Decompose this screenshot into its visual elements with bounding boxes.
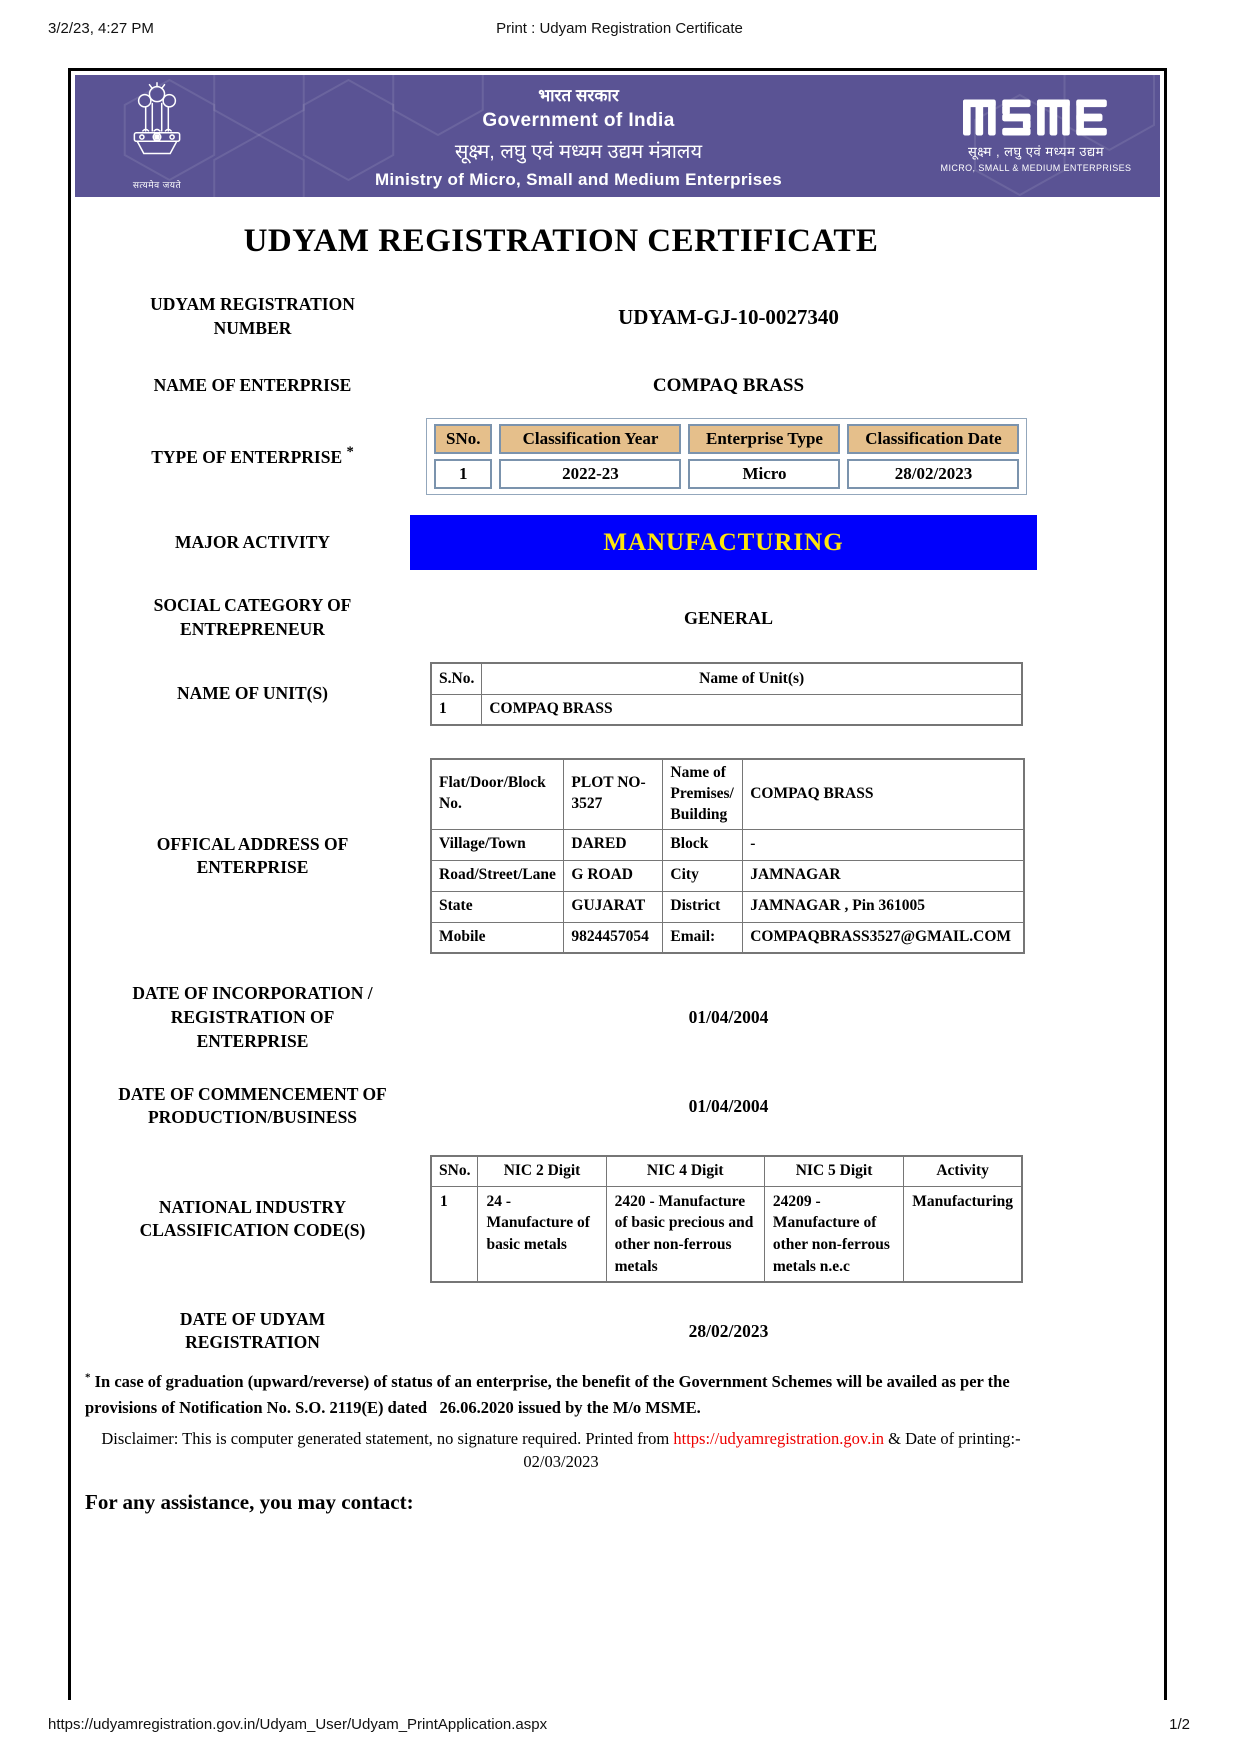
major-activity-value: MANUFACTURING <box>410 515 1037 570</box>
address-key: Flat/Door/Block No. <box>431 759 564 829</box>
units-data-row <box>431 694 1022 725</box>
registration-number-label: UDYAM REGISTRATION NUMBER <box>150 294 355 338</box>
udyam-registration-date-label: DATE OF UDYAM REGISTRATION <box>179 1308 326 1353</box>
nic-data-row <box>431 1186 1022 1282</box>
certificate-title: UDYAM REGISTRATION CERTIFICATE <box>243 223 879 259</box>
msme-tagline-english: MICRO, SMALL & MEDIUM ENTERPRISES <box>940 163 1132 173</box>
social-category-value: GENERAL <box>683 607 773 628</box>
nic-codes-label: NATIONAL INDUSTRY CLASSIFICATION CODE(S) <box>139 1196 366 1241</box>
classification-table <box>426 418 1027 495</box>
ministry-title-english: Ministry of Micro, Small and Medium Enterprises <box>374 169 783 189</box>
certificate-page <box>68 68 1167 1700</box>
national-emblem <box>75 81 225 191</box>
units-header-sno: S.No. <box>431 663 482 694</box>
address-key: State <box>431 891 564 922</box>
nic-4digit: 2420 - Manufacture of basic precious and other non-ferrous metals <box>606 1186 764 1282</box>
field-row-udyam-registration-date <box>85 1305 1037 1357</box>
address-key: Village/Town <box>431 829 564 860</box>
commencement-date-label: DATE OF COMMENCEMENT OF PRODUCTION/BUSINESS <box>118 1083 387 1128</box>
units-table <box>430 662 1023 726</box>
address-key: Email: <box>663 922 743 953</box>
incorporation-date-label: DATE OF INCORPORATION / REGISTRATION OF ENTERPRISE <box>132 983 373 1051</box>
nic-5digit: 24209 - Manufacture of other non-ferrous metals n.e.c <box>764 1186 903 1282</box>
address-key: City <box>663 860 743 891</box>
enterprise-name-label: NAME OF ENTERPRISE <box>153 375 352 396</box>
classification-type: Micro <box>688 459 840 489</box>
address-key: Block <box>663 829 743 860</box>
udyam-registration-link[interactable]: https://udyamregistration.gov.in <box>673 1428 885 1448</box>
assistance-heading: For any assistance, you may contact: <box>85 1490 414 1515</box>
nic-header-5digit: NIC 5 Digit <box>764 1156 903 1186</box>
address-value: PLOT NO-3527 <box>564 759 663 829</box>
address-value: JAMNAGAR <box>743 860 1024 891</box>
nic-header-sno: SNo. <box>431 1156 478 1186</box>
address-value: GUJARAT <box>564 891 663 922</box>
field-row-nic-codes <box>85 1155 1037 1283</box>
address-key: District <box>663 891 743 922</box>
nic-sno: 1 <box>431 1186 478 1282</box>
address-row <box>431 891 1024 922</box>
footnote-asterisk: * <box>85 1371 91 1384</box>
disclaimer-text-after: & Date of printing:- 02/03/2023 <box>523 1428 1021 1472</box>
classification-date: 28/02/2023 <box>847 459 1019 489</box>
address-value: COMPAQ BRASS <box>743 759 1024 829</box>
classification-header-sno: SNo. <box>434 424 492 454</box>
address-value: DARED <box>564 829 663 860</box>
ministry-titles <box>225 83 932 190</box>
classification-header-type: Enterprise Type <box>688 424 840 454</box>
address-table <box>430 758 1025 954</box>
msme-wordmark-icon <box>932 99 1140 136</box>
enterprise-name-value: COMPAQ BRASS <box>652 375 805 396</box>
footnote-asterisk: * <box>346 444 354 461</box>
address-value: JAMNAGAR , Pin 361005 <box>743 891 1024 922</box>
graduation-footnote <box>85 1369 1037 1420</box>
ministry-banner <box>75 75 1160 197</box>
address-value: 9824457054 <box>564 922 663 953</box>
govt-title-hindi: भारत सरकार <box>538 85 619 105</box>
msme-tagline-hindi: सूक्ष्म , लघु एवं मध्यम उद्यम <box>968 144 1104 159</box>
address-label: OFFICAL ADDRESS OF ENTERPRISE <box>156 833 349 878</box>
incorporation-date-value: 01/04/2004 <box>688 1007 769 1028</box>
print-footer-url: https://udyamregistration.gov.in/Udyam_User/Udyam_PrintApplication.aspx <box>48 1716 548 1733</box>
major-activity-label: MAJOR ACTIVITY <box>174 531 331 552</box>
field-row-incorporation-date <box>85 982 1037 1053</box>
field-row-enterprise-name <box>85 356 1037 416</box>
units-label: NAME OF UNIT(S) <box>176 683 328 704</box>
classification-data-row <box>434 459 1019 489</box>
units-header-name: Name of Unit(s) <box>482 663 1022 694</box>
print-footer <box>48 1716 1190 1733</box>
address-key: Mobile <box>431 922 564 953</box>
msme-logo <box>932 99 1160 173</box>
ashoka-emblem-icon <box>124 81 190 177</box>
print-footer-page-number: 1/2 <box>1169 1716 1190 1733</box>
address-row <box>431 922 1024 953</box>
classification-year: 2022-23 <box>499 459 681 489</box>
social-category-label: SOCIAL CATEGORY OF ENTREPRENEUR <box>153 595 352 639</box>
field-row-major-activity <box>85 515 1037 570</box>
nic-activity: Manufacturing <box>904 1186 1022 1282</box>
address-value: - <box>743 829 1024 860</box>
print-title: Print : Udyam Registration Certificate <box>496 20 743 37</box>
emblem-motto: सत्यमेव जयते <box>132 180 182 190</box>
address-value: G ROAD <box>564 860 663 891</box>
govt-title-english: Government of India <box>482 109 675 131</box>
address-key: Road/Street/Lane <box>431 860 564 891</box>
disclaimer <box>85 1427 1037 1475</box>
address-row <box>431 759 1024 829</box>
field-row-address <box>85 758 1037 954</box>
classification-sno: 1 <box>434 459 492 489</box>
classification-header-year: Classification Year <box>499 424 681 454</box>
classification-header-date: Classification Date <box>847 424 1019 454</box>
address-value: COMPAQBRASS3527@GMAIL.COM <box>743 922 1024 953</box>
nic-header-2digit: NIC 2 Digit <box>478 1156 606 1186</box>
nic-table <box>430 1155 1023 1283</box>
nic-header-4digit: NIC 4 Digit <box>606 1156 764 1186</box>
nic-header-activity: Activity <box>904 1156 1022 1186</box>
field-row-enterprise-type <box>85 418 1037 495</box>
units-header-row <box>431 663 1022 694</box>
field-row-registration-number <box>85 284 1037 350</box>
classification-header-row <box>434 424 1019 454</box>
udyam-registration-date-value: 28/02/2023 <box>688 1320 769 1341</box>
registration-number-value: UDYAM-GJ-10-0027340 <box>618 304 839 329</box>
disclaimer-text-before: Disclaimer: This is computer generated statement, no signature required. Printed from <box>101 1428 674 1448</box>
unit-name: COMPAQ BRASS <box>482 694 1022 725</box>
field-row-units <box>85 662 1037 726</box>
footnote-text: In case of graduation (upward/reverse) of status of an enterprise, the benefit of the Government Schemes will be availed as per the provisions of Notification No. S.O. 2119(E) dated 26.06.2020 issued by the M/o MSME. <box>85 1372 1010 1417</box>
address-key: Name of Premises/ Building <box>663 759 743 829</box>
nic-header-row <box>431 1156 1022 1186</box>
print-header <box>48 20 1191 40</box>
nic-2digit: 24 - Manufacture of basic metals <box>478 1186 606 1282</box>
commencement-date-value: 01/04/2004 <box>688 1095 769 1116</box>
print-datetime: 3/2/23, 4:27 PM <box>48 20 154 37</box>
field-row-commencement-date <box>85 1077 1037 1135</box>
unit-sno: 1 <box>431 694 482 725</box>
field-row-social-category <box>85 588 1037 648</box>
address-row <box>431 829 1024 860</box>
address-row <box>431 860 1024 891</box>
enterprise-type-label: TYPE OF ENTERPRISE * <box>151 444 354 468</box>
ministry-title-hindi: सूक्ष्म, लघु एवं मध्यम उद्यम मंत्रालय <box>454 140 703 163</box>
